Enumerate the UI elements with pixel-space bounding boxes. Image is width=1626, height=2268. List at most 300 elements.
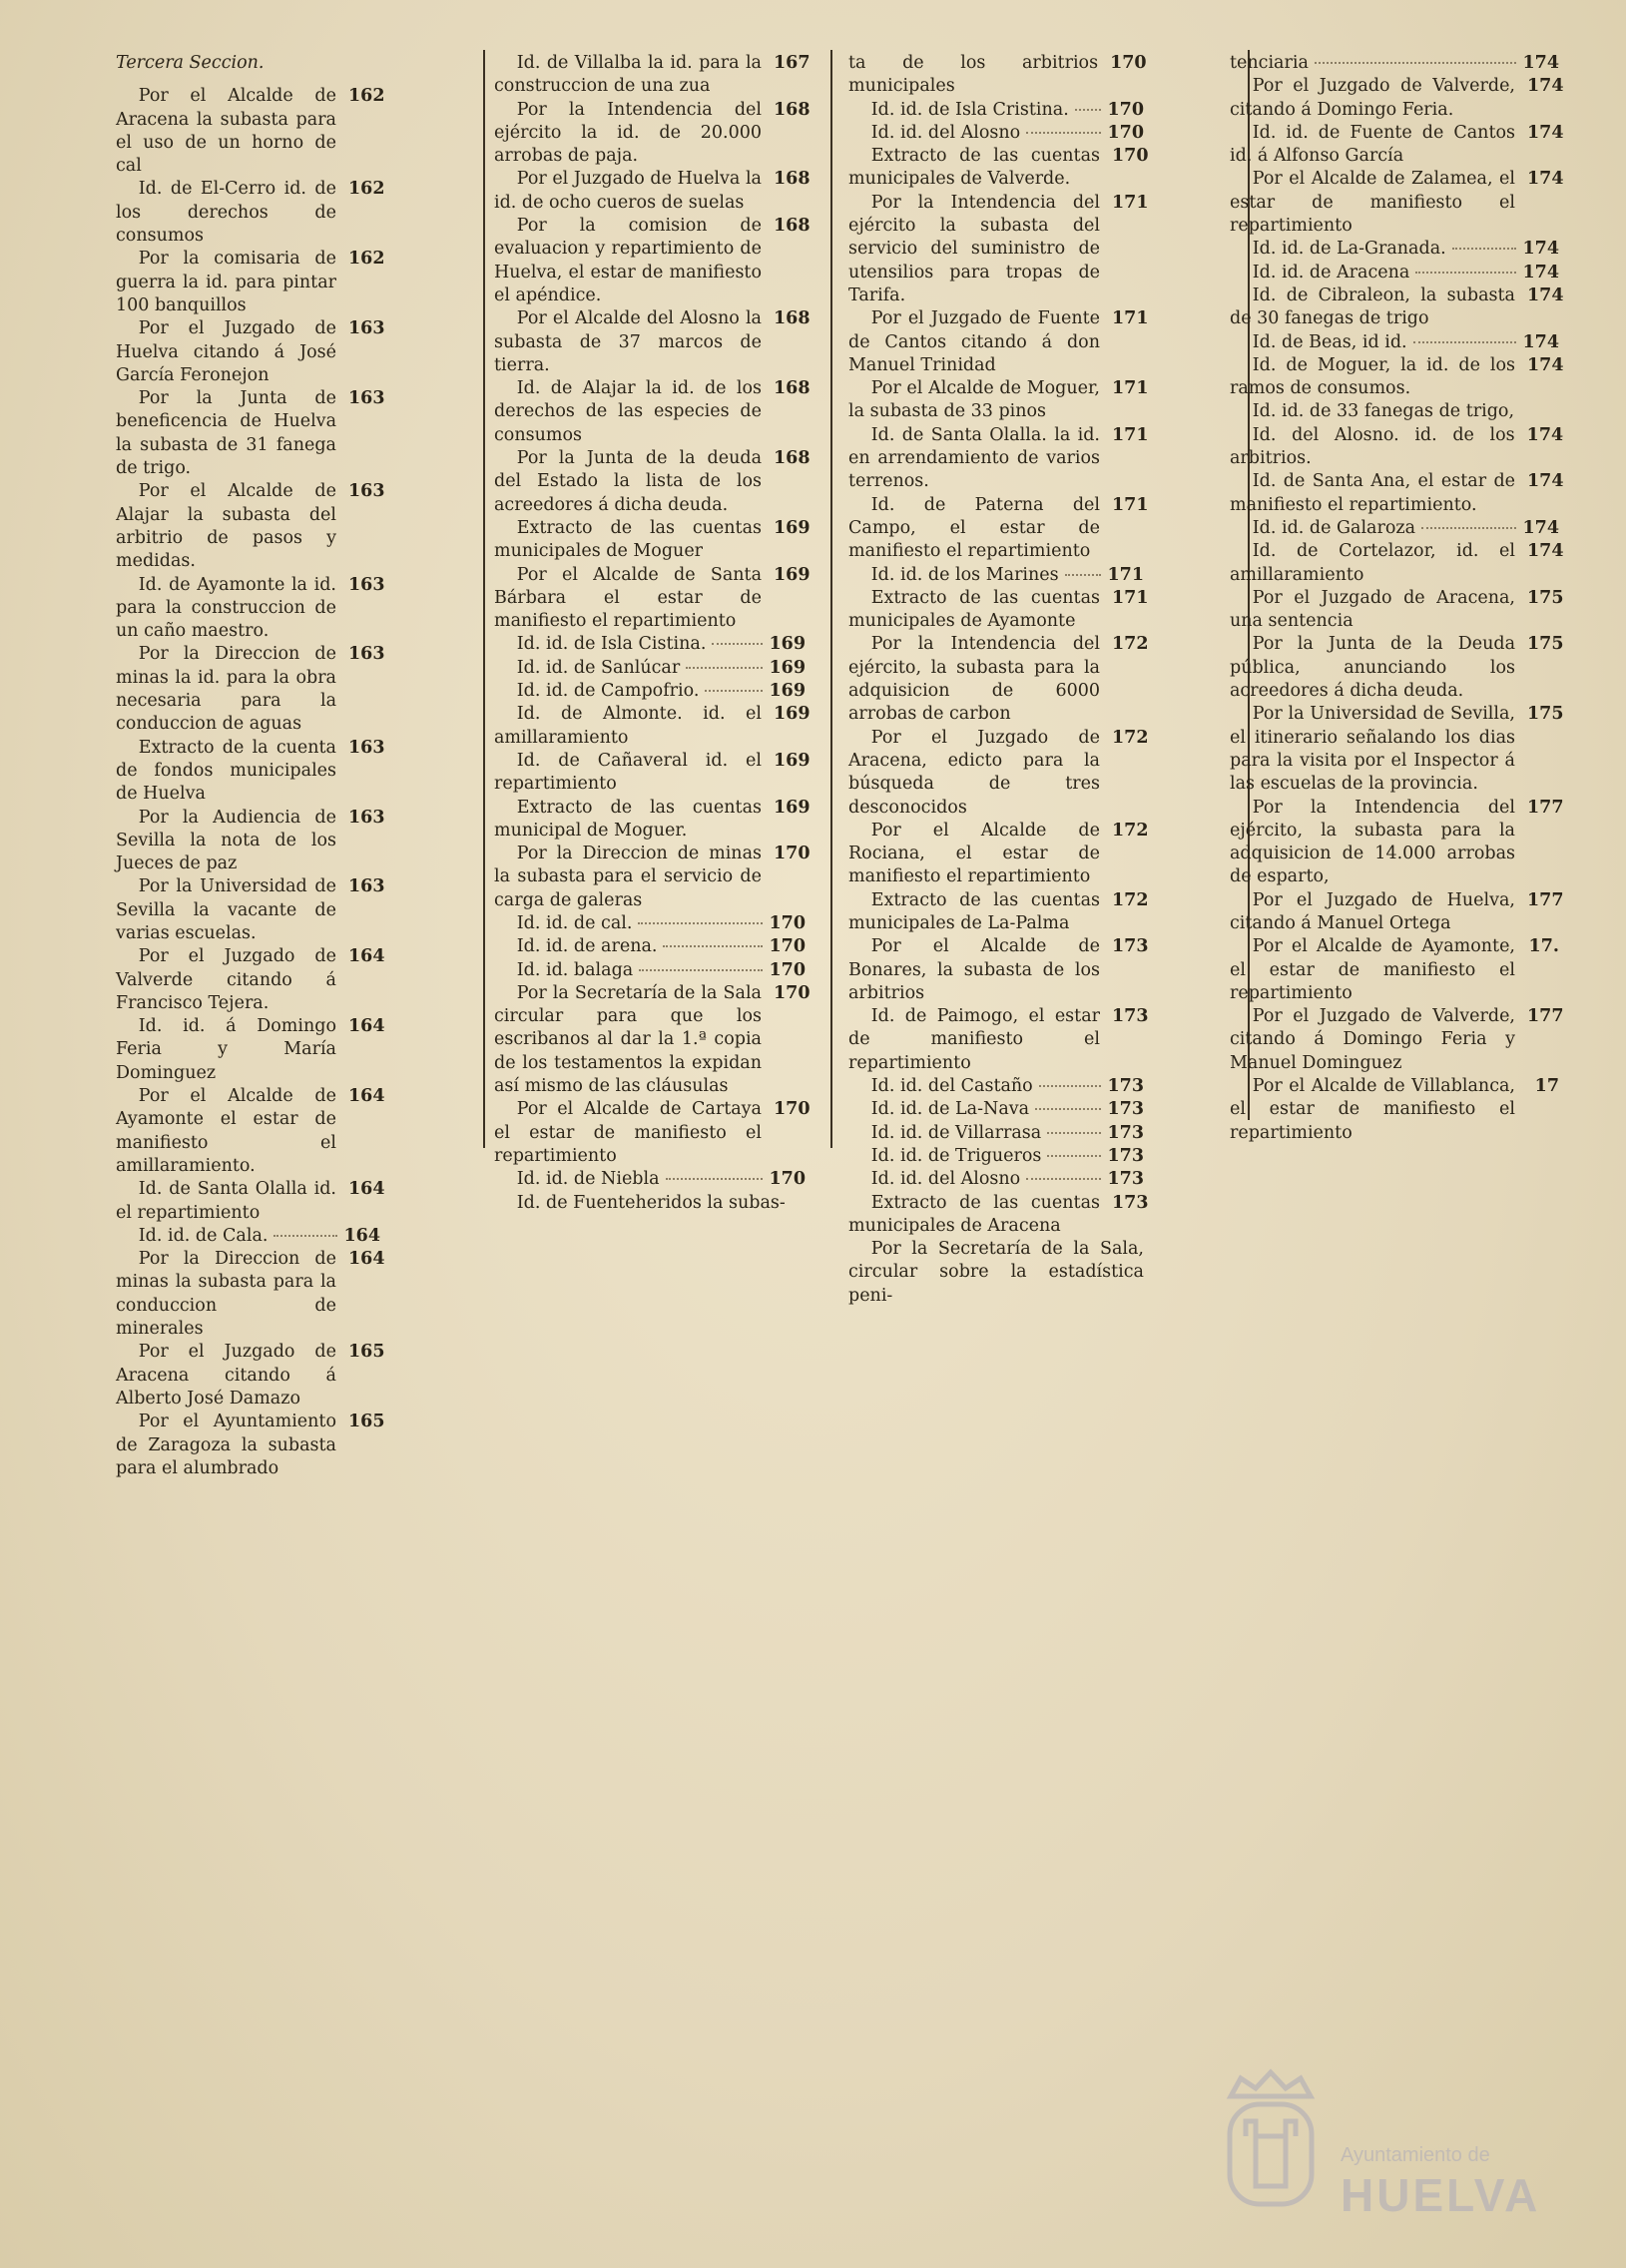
page-number: 174 [1522,239,1559,260]
index-entry-line [494,750,811,797]
page-number: 170 [1107,122,1144,143]
dot-leader [1421,527,1516,529]
dot-leader [666,1178,764,1180]
page-number: 163 [348,388,385,409]
page-number: 168 [774,378,811,399]
index-entry-line [848,307,1149,377]
index-entry-line [848,122,1144,145]
entry-text: Por la Junta de la deuda del Estado la lista de los acreedores á dicha deuda. [494,448,762,515]
index-entry-line [494,912,806,935]
index-entry [1230,424,1564,471]
page-number: 173 [1107,1169,1144,1190]
index-entry-line [848,1238,1144,1308]
page-number: 177 [1527,797,1564,818]
index-entry-line [1230,889,1564,936]
index-entry-line [1230,238,1559,261]
index-entry [1230,400,1559,423]
index-entry-line [116,737,385,807]
entry-text: Por el Juzgado de Huelva la id. de ocho cueros de suelas [494,169,762,213]
entry-text: Por el Juzgado de Aracena, una sentencia [1230,587,1515,632]
entry-text: Id. id. de 33 fanegas de trigo, [1252,401,1515,422]
page-number: 170 [1107,99,1144,120]
entry-text: Por el Alcalde de Bonares, la subasta de los arbitrios [848,936,1100,1003]
index-entry-line [116,1085,385,1178]
index-entry-line [494,447,811,517]
entry-text: Id. id. de Sanlúcar [516,657,681,678]
index-entry [1230,703,1564,796]
index-entry [116,85,385,178]
dot-leader [273,1235,337,1237]
entry-text: Por la Audiencia de Sevilla la nota de los Jueces de paz [116,807,336,874]
page-number: 173 [1107,1122,1144,1143]
index-entry [848,145,1149,192]
page-number: 165 [348,1412,385,1432]
index-entry [494,750,811,797]
index-entry-line [1230,284,1564,331]
index-entry [1230,587,1564,634]
entry-text: Por el Juzgado de Huelva citando á José García Feronejon [116,318,336,385]
index-entry-line [848,564,1144,587]
index-entry-line [1230,703,1564,796]
index-entry-line [116,807,385,876]
page-number: 168 [774,99,811,120]
index-entry-line [494,843,811,912]
index-entry [494,307,811,377]
index-entry [848,820,1149,889]
entry-text: Id. id. de Galaroza [1252,517,1416,538]
index-entry [494,215,811,307]
page-number: 177 [1527,1006,1564,1027]
page-number: 170 [774,1099,811,1120]
page-number: 172 [1112,727,1149,748]
entry-text: Id. id. de La-Granada. [1252,239,1446,260]
index-entry-line [116,643,385,736]
index-entry [1230,52,1559,75]
index-entry [494,1098,811,1168]
index-entry-line [848,1098,1144,1121]
entry-text: Id. de Cibraleon, la subasta de 30 fanegas de trigo [1230,284,1515,329]
index-entry-line [848,935,1149,1005]
entry-text: Id. de Almonte. id. el amillaramiento [494,704,762,748]
entry-text: Por el Juzgado de Fuente de Cantos citando á don Manuel Trinidad [848,308,1100,375]
entry-text: Id. id. de cal. [516,912,633,933]
entry-text: Por la Direccion de minas la subasta para el servicio de carga de galeras [494,844,762,910]
page-number: 163 [348,737,385,758]
dot-leader [1065,574,1102,576]
index-entry [116,737,385,807]
entry-text: Por el Juzgado de Valverde, citando á Domingo Feria y Manuel Dominguez [1230,1006,1515,1073]
index-entry [116,1248,385,1341]
entry-text: Id. id. de La-Nava [870,1099,1030,1120]
entry-text: Id. id. de Niebla [516,1169,660,1190]
index-entry-line [494,1168,806,1191]
entry-text: Id. del Alosno. id. de los arbitrios. [1230,424,1515,469]
entry-text: Por la Secretaría de la Sala circular para que los escribanos al dar la 1.ª copia de los testamentos la expidan así mismo de las cláusulas [494,982,762,1097]
index-entry-line [1230,1075,1559,1145]
index-entry-line [848,52,1147,99]
index-entry [848,122,1144,145]
index-column-1 [116,52,385,1480]
page-number: 170 [1112,146,1149,167]
entry-text: Por el Alcalde de Ayamonte el estar de manifiesto el amillaramiento. [116,1086,336,1176]
page-number: 168 [774,308,811,329]
entry-text: Id. id. del Alosno [870,1169,1021,1190]
index-entry-line [494,797,811,844]
page-number: 169 [769,634,806,655]
index-entry-line [116,1015,385,1085]
page-number: 175 [1527,704,1564,725]
index-entry [1230,331,1559,354]
index-entry [116,1015,385,1085]
page-number: 163 [348,574,385,595]
entry-text: Id. de Santa Ana, el estar de manifiesto el repartimiento. [1230,471,1515,515]
page-number: 170 [769,959,806,980]
index-entry [494,1192,806,1215]
entry-text: Por el Alcalde de Alajar la subasta del arbitrio de pasos y medidas. [116,481,336,572]
page-number: 175 [1527,587,1564,608]
index-entry [848,1145,1144,1168]
index-entry-line [848,1122,1144,1145]
entry-text: Por la Intendencia del ejército, la subasta para la adquisicion de 14.000 arrobas de esparto, [1230,797,1515,887]
index-entry [494,564,811,634]
index-entry [116,1225,380,1248]
index-entry-line [848,1005,1149,1075]
dot-leader [639,969,763,971]
index-entry-line [494,982,811,1098]
index-entry-line [1230,400,1559,423]
page-number: 169 [769,657,806,678]
index-entry [1230,262,1559,284]
entry-text: Por la Secretaría de la Sala, circular sobre la estadística peni- [848,1239,1144,1306]
entry-text: Por el Alcalde del Alosno la subasta de 37 marcos de tierra. [494,308,762,375]
index-entry [848,587,1149,634]
page-number: 174 [1527,354,1564,375]
page-number: 163 [348,644,385,665]
index-entry [494,657,806,680]
index-entry [116,1178,385,1225]
page-number: 170 [769,1169,806,1190]
page-number: 168 [774,448,811,469]
page-number: 169 [774,564,811,585]
page-number: 173 [1107,1076,1144,1097]
index-entry-line [848,145,1149,192]
index-entry [848,494,1149,564]
index-entry-line [494,1192,806,1215]
index-entry [116,1085,385,1178]
entry-text: Extracto de las cuentas municipales de La-Palma [848,889,1100,933]
index-entry-line [494,935,806,958]
entry-text: Por la Direccion de minas la id. para la obra necesaria para la conduccion de aguas [116,644,336,735]
index-entry-line [494,959,806,982]
page-number: 169 [774,704,811,725]
index-entry [494,517,811,564]
index-entry-line [1230,1005,1564,1075]
entry-text: Por el Alcalde de Rociana, el estar de manifiesto el repartimiento [848,820,1100,887]
index-entry-line [116,387,385,480]
entry-text: Por el Alcalde de Ayamonte, el estar de manifiesto el repartimiento [1230,936,1515,1003]
index-entry-line [1230,587,1564,634]
dot-leader [1452,248,1517,250]
page-number: 174 [1527,76,1564,97]
index-entry-line [1230,262,1559,284]
index-entry [848,727,1149,820]
page-number: 162 [348,249,385,270]
entry-text: Id. id. de Isla Cristina. [870,99,1069,120]
dot-leader [686,667,763,669]
index-column-3 [848,52,1149,1308]
index-entry [1230,1075,1559,1145]
page-number: 17 [1534,1076,1559,1097]
entry-text: Extracto de la cuenta de fondos municipales de Huelva [116,737,336,805]
entry-text: Extracto de las cuentas municipales de Aracena [848,1192,1100,1236]
index-entry [1230,168,1564,238]
page-number: 172 [1112,820,1149,841]
entry-text: Por el Ayuntamiento de Zaragoza la subasta para el alumbrado [116,1412,336,1478]
dot-leader [663,945,763,947]
dot-leader [1075,109,1102,111]
entry-text: Id. id. de Villarrasa [870,1122,1042,1143]
page-number: 165 [348,1342,385,1363]
entry-text: Id. id. de arena. [516,936,658,957]
index-entry [848,99,1144,122]
dot-leader [1413,341,1517,343]
index-entry-line [494,657,806,680]
page-number: 175 [1527,634,1564,655]
index-entry-line [1230,517,1559,540]
page-number: 174 [1527,541,1564,562]
page-number: 173 [1107,1099,1144,1120]
index-entry [116,248,385,317]
index-entry-line [494,99,811,169]
index-entry-line [116,875,385,945]
entry-text: Id. de Paimogo, el estar de manifiesto el repartimiento [848,1006,1100,1073]
index-entry-line [848,889,1149,936]
dot-leader [1415,272,1516,274]
index-entry-line [1230,540,1564,587]
entry-text: Por la Universidad de Sevilla la vacante de varias escuelas. [116,876,336,943]
dot-leader [1315,62,1517,64]
index-entry [494,1168,806,1191]
entry-text: Por el Juzgado de Aracena citando á Alberto José Damazo [116,1342,336,1409]
index-entry-line [494,168,811,215]
index-entry-line [116,1411,385,1480]
castle-crown-seal-icon [1216,2066,1326,2216]
index-entry [1230,517,1559,540]
entry-text: Por la Junta de beneficencia de Huelva la subasta de 31 fanega de trigo. [116,388,336,479]
index-entry-line [494,564,811,634]
index-entry [848,564,1144,587]
index-entry [848,1122,1144,1145]
index-entry-line [1230,354,1564,401]
entry-text: Por el Juzgado de Valverde, citando á Domingo Feria. [1230,76,1515,120]
page-number: 164 [348,1016,385,1037]
index-entry [848,1005,1149,1075]
dot-leader [638,922,763,924]
page-number: 169 [769,681,806,702]
index-entry [848,1075,1144,1098]
page-number: 174 [1526,424,1564,445]
index-entry [848,424,1149,494]
column-rule [830,50,832,1148]
index-entry-line [494,307,811,377]
index-entry-line [116,1225,380,1248]
index-column-4 [1230,52,1564,1145]
index-entry [116,317,385,387]
entry-text: Por la comision de evaluacion y repartimiento de Huelva, el estar de manifiesto el apéndice. [494,216,762,305]
index-entry [1230,935,1559,1005]
index-entry-line [116,1178,385,1225]
page-number: 169 [774,517,811,538]
index-entry-line [116,1248,385,1341]
index-entry-line [1230,470,1564,517]
index-entry [848,1238,1144,1308]
index-entry [1230,470,1564,517]
index-entry [848,1192,1149,1239]
watermark-line2: HUELVA [1341,2169,1541,2221]
page-number: 172 [1112,889,1149,910]
page-number: 174 [1522,262,1559,283]
index-entry-line [494,1098,811,1168]
page-number: 163 [348,876,385,897]
index-entry-line [116,85,385,178]
dot-leader [1026,1178,1101,1180]
entry-text: Extracto de las cuentas municipales de Ayamonte [848,587,1100,632]
index-entry-line [494,633,806,656]
entry-text: Id. de Ayamonte la id. para la construccion de un caño maestro. [116,574,336,642]
page-number: 170 [774,844,811,864]
index-entry [494,843,811,912]
page-number: 164 [348,1179,385,1200]
page-number: 171 [1112,494,1149,515]
entry-text: Por el Juzgado de Valverde citando á Francisco Tejera. [116,946,336,1013]
index-entry [116,387,385,480]
index-entry-line [494,215,811,307]
index-entry-line [848,1075,1144,1098]
index-entry-line [1230,122,1564,169]
page-number: 171 [1112,378,1149,399]
page-number: 172 [1112,634,1149,655]
index-entry-line [116,1341,385,1411]
index-entry-line [494,680,806,703]
entry-text: Por el Alcalde de Zalamea, el estar de manifiesto el repartimiento [1230,169,1515,237]
index-entry-line [848,494,1149,564]
entry-text: Por el Alcalde de Cartaya el estar de manifiesto el repartimiento [494,1099,762,1166]
entry-text: Id. id. de Aracena [1252,262,1410,283]
index-entry-line [1230,633,1564,703]
page-number: 171 [1112,424,1149,445]
page-number: 164 [348,1249,385,1270]
index-entry [494,703,811,750]
entry-text: Extracto de las cuentas municipales de Valverde. [848,146,1100,190]
index-entry [1230,122,1564,169]
index-entry [494,633,806,656]
index-entry [848,1098,1144,1121]
entry-text: Id. id. á Domingo Feria y María Dominguez [116,1016,336,1083]
entry-text: Id. de Fuenteheridos la subas- [516,1192,786,1213]
page-number: 163 [348,318,385,339]
index-entry [116,875,385,945]
column-rule [483,50,485,1148]
index-entry [494,935,806,958]
index-entry [116,1341,385,1411]
index-entry [116,574,385,644]
dot-leader [712,643,763,645]
index-entry [116,1411,385,1480]
entry-text: Por el Alcalde de Aracena la subasta para el uso de un horno de cal [116,86,336,177]
page-number: 171 [1112,192,1149,213]
index-entry-line [494,517,811,564]
entry-text: Id. de Santa Olalla. la id. en arrendamiento de varios terrenos. [848,424,1100,492]
dot-leader [1026,132,1101,134]
entry-text: Id. de Cortelazor, id. el amillaramiento [1230,541,1515,585]
page-number: 163 [348,807,385,828]
index-entry-line [848,192,1149,307]
page-number: 174 [1522,517,1559,538]
index-entry [116,178,385,248]
dot-leader [1047,1155,1101,1157]
entry-text: Id. de Santa Olalla id. el repartimiento [116,1179,336,1223]
page-number: 169 [774,750,811,771]
entry-text: Por la comisaria de guerra la id. para pintar 100 banquillos [116,249,336,315]
entry-text: Por el Juzgado de Aracena, edicto para la búsqueda de tres desconocidos [848,727,1100,818]
page-number: 171 [1112,587,1149,608]
entry-text: Id. de Alajar la id. de los derechos de las especies de consumos [494,378,762,445]
entry-text: Id. de Villalba la id. para la construccion de una zua [494,53,762,97]
index-entry-line [848,377,1149,424]
index-entry-line [1230,52,1559,75]
page-number: 173 [1112,1006,1149,1027]
page-number: 170 [774,982,811,1003]
entry-text: Id. id. del Alosno [870,122,1021,143]
entry-text: Id. id. de Fuente de Cantos id. á Alfonso García [1230,122,1515,167]
entry-text: Por el Juzgado de Huelva, citando á Manuel Ortega [1230,889,1515,933]
index-entry [494,982,811,1098]
page-number: 164 [348,946,385,967]
index-entry [494,377,811,447]
entry-text: Id. de Cañaveral id. el repartimiento [494,750,762,795]
index-entry [848,889,1149,936]
entry-text: Id. id. de los Marines [870,564,1059,585]
index-entry [848,307,1149,377]
entry-text: Por la Intendencia del ejército la id. de 20.000 arrobas de paja. [494,99,762,167]
index-entry-line [1230,168,1564,238]
index-entry [1230,797,1564,889]
dot-leader [1035,1108,1101,1110]
index-entry-line [848,1145,1144,1168]
index-entry [1230,540,1564,587]
index-entry [1230,75,1564,122]
index-entry-line [1230,75,1564,122]
index-entry [1230,633,1564,703]
index-entry [116,643,385,736]
index-entry [848,935,1149,1005]
index-entry-line [494,52,811,99]
page-number: 164 [348,1086,385,1107]
index-entry [1230,889,1564,936]
index-entry-line [848,1168,1144,1191]
page-number: 171 [1107,564,1144,585]
entry-text: ta de los arbitrios municipales [848,53,1099,97]
index-entry [1230,284,1564,331]
dot-leader [1039,1085,1102,1087]
entry-text: Id. de Paterna del Campo, el estar de manifiesto el repartimiento [848,494,1100,562]
index-entry-line [116,317,385,387]
page-number: 173 [1107,1145,1144,1166]
index-entry [494,52,811,99]
entry-text: Id. de Beas, id id. [1252,331,1407,352]
entry-text: Id. id. de Isla Cistina. [516,634,707,655]
entry-text: Por la Junta de la Deuda pública, anunciando los acreedores á dicha deuda. [1230,634,1515,702]
